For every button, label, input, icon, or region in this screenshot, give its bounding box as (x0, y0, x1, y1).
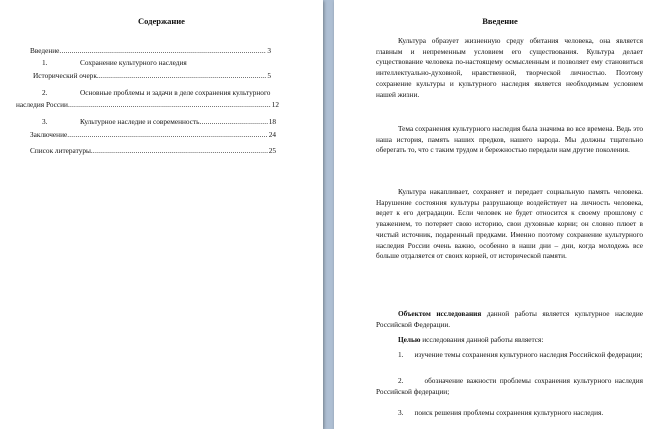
research-object-label: Объектом исследования (398, 309, 482, 318)
goal-list-text: поиск решения проблемы сохранения культурного наследия. (414, 408, 604, 417)
toc-entry-number: 1. (42, 58, 48, 67)
toc-entry[interactable] (42, 58, 277, 67)
toc-entry[interactable] (42, 117, 276, 126)
toc-entry-title: Список литературы (30, 146, 91, 155)
toc-leader (91, 146, 268, 155)
toc-entry[interactable] (16, 100, 279, 109)
toc-entry-number: 2. (42, 88, 48, 97)
goal-list-text: обозначение важности проблемы сохранения культурного наследия Российской федерации; (376, 376, 643, 396)
toc-entry-number: 3. (42, 117, 48, 126)
toc-entry-title: Основные проблемы и задачи в деле сохранения культурного (80, 88, 271, 97)
toc-entry-title: Культурное наследие и современность (80, 117, 200, 126)
toc-entry-page: 5 (267, 71, 271, 80)
goal-list-number: 2. (398, 376, 404, 385)
research-object (376, 309, 643, 330)
research-object-text: данной работы является культурное наследие Российской Федерации. (376, 309, 644, 329)
goal-list-item (376, 376, 643, 397)
introduction-page (334, 0, 666, 429)
toc-entry-page: 12 (271, 100, 279, 109)
toc-entry-page: 3 (267, 46, 271, 55)
research-goal (376, 335, 643, 346)
toc-entry[interactable] (30, 46, 271, 55)
toc-entry-page: 18 (268, 117, 276, 126)
goal-list-text: изучение темы сохранения культурного наследия Российской федерации; (414, 350, 643, 359)
toc-entry[interactable] (30, 146, 276, 155)
intro-paragraph: Культура накапливает, сохраняет и передает социальную память человека. Нарушение состояния культуры разрушающе воздействует на личность человека, ведет к его деградации. Если человек не будет относится к своему прошлому с уважением, то потеряет свою историю, свои духовные корни; он словно плюет в чистый источник, подаренный предками. Именно поэтому сохранение культурного наследия России очень важно, особенно в наши дни – дни, когда молодежь все больше отдаляется от своих корней, от исторической памяти. (376, 187, 643, 261)
intro-heading: Введение (482, 16, 518, 26)
toc-entry-title: Заключение (30, 130, 68, 139)
toc-entry[interactable] (33, 71, 271, 80)
toc-entry[interactable] (42, 88, 282, 97)
intro-paragraph: Тема сохранения культурного наследия была значима во все времена. Ведь это наша история, память наших предков, нашего народа. Мы должны тщательно оберегать то, что с таким трудом и бережностью передали нам другие поколения. (376, 124, 643, 155)
goal-list-number: 3. (398, 408, 404, 417)
toc-entry-title: Введение (30, 46, 60, 55)
toc-leader (97, 71, 266, 80)
toc-heading: Содержание (138, 16, 185, 26)
toc-entry-title: наследия России (16, 100, 68, 109)
toc-entry-page: 25 (268, 146, 276, 155)
toc-leader (199, 117, 267, 126)
research-goal-label: Целью (398, 335, 421, 344)
toc-entry-title: Исторический очерк (33, 71, 97, 80)
goal-list-item (376, 350, 643, 361)
toc-leader (68, 100, 271, 109)
toc-entry[interactable] (30, 130, 276, 139)
goal-list-item (376, 408, 643, 419)
toc-entry-title: Сохранение культурного наследия (80, 58, 187, 67)
intro-paragraph: Культура образует жизненную среду обитания человека, она является главным и непременным условием его существования. Культура делает существование человека по-настоящему осмысленным и позволяет ему становиться интеллектуально-духовной, нравственной, творческой личностью. Поэтому сохранение культуры и культурного наследия является необходимым условием нашей жизни. (376, 36, 643, 99)
research-goal-text: исследования данной работы является: (420, 335, 544, 344)
toc-entry-page: 24 (268, 130, 276, 139)
goal-list-number: 1. (398, 350, 404, 359)
toc-leader (59, 46, 266, 55)
toc-page (0, 0, 323, 429)
toc-leader (67, 130, 267, 139)
